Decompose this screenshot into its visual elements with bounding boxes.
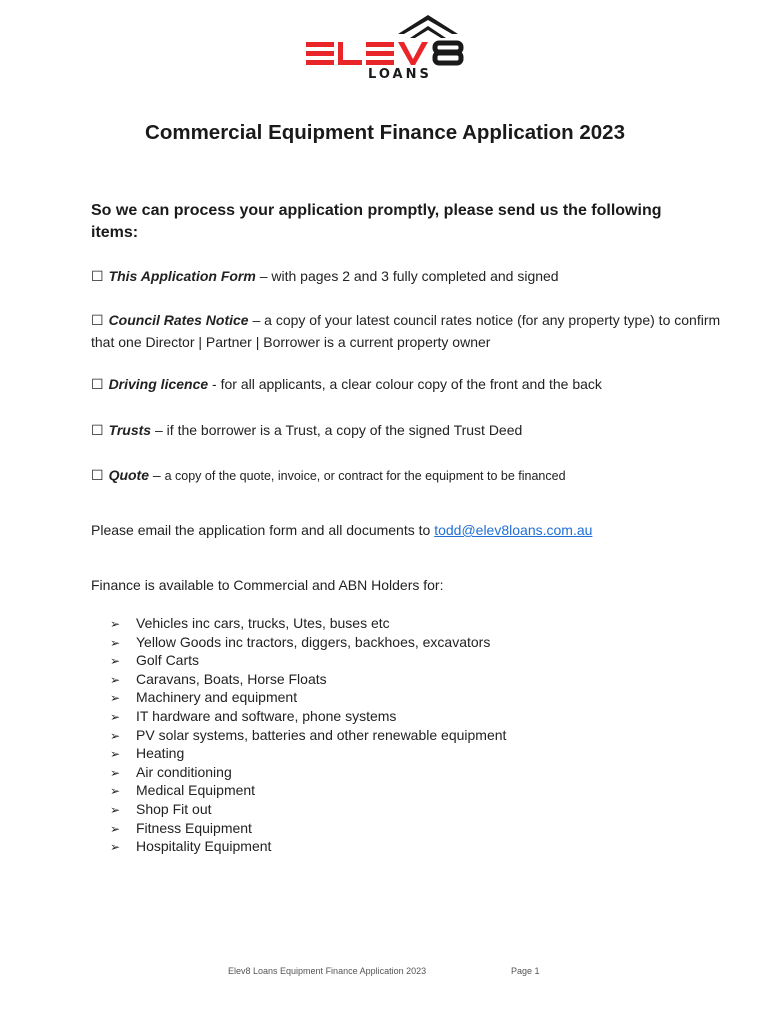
email-instruction (91, 522, 592, 538)
equipment-list (110, 614, 506, 856)
requirement-text: – if the borrower is a Trust, a copy of the signed Trust Deed (151, 422, 523, 438)
list-item (110, 614, 506, 633)
arrow-bullet-icon: ➢ (110, 802, 121, 817)
requirement-term: Council Rates Notice (108, 312, 249, 328)
roof-icon (398, 15, 458, 34)
requirement-item (91, 374, 731, 396)
footer-title: Elev8 Loans Equipment Finance Application 2023 (228, 966, 427, 976)
requirement-item (91, 420, 731, 442)
checkbox-icon: ☐ (91, 377, 104, 393)
requirement-term: Quote (108, 467, 150, 483)
requirement-text: – (149, 467, 165, 483)
arrow-bullet-icon: ➢ (110, 654, 121, 669)
equipment-label: Golf Carts (136, 652, 200, 669)
logo-subtext: LOANS (368, 67, 432, 82)
requirement-item (91, 465, 731, 487)
arrow-bullet-icon: ➢ (110, 672, 121, 687)
checkbox-icon: ☐ (91, 313, 104, 329)
arrow-bullet-icon: ➢ (110, 821, 121, 836)
arrow-bullet-icon: ➢ (110, 765, 121, 780)
equipment-label: Shop Fit out (136, 800, 212, 817)
list-item (110, 744, 506, 763)
requirement-term: This Application Form (108, 268, 256, 284)
email-link[interactable]: todd@elev8loans.com.au (434, 522, 593, 538)
equipment-label: Vehicles inc cars, trucks, Utes, buses etc (136, 615, 390, 631)
requirement-small-text: a copy of the quote, invoice, or contract for the equipment to be financed (164, 469, 566, 483)
arrow-bullet-icon: ➢ (110, 709, 121, 724)
arrow-bullet-icon: ➢ (110, 747, 121, 762)
list-item (110, 726, 506, 745)
equipment-label: Caravans, Boats, Horse Floats (136, 670, 327, 687)
equipment-label: Hospitality Equipment (136, 838, 272, 855)
requirement-text: – a copy of your latest council rates notice (for any property type) to confirm that one Director | Partner | Borrower is a current property owner (91, 312, 721, 350)
list-item (110, 670, 506, 689)
list-item (110, 633, 506, 652)
arrow-bullet-icon: ➢ (110, 840, 121, 855)
equipment-label: Medical Equipment (136, 782, 256, 799)
arrow-bullet-icon: ➢ (110, 728, 121, 743)
intro-text: So we can process your application promptly, please send us the following items: (91, 202, 662, 241)
equipment-label: PV solar systems, batteries and other renewable equipment (136, 726, 507, 743)
list-item (110, 651, 506, 670)
list-item (110, 819, 506, 838)
checkbox-icon: ☐ (91, 423, 104, 439)
list-item (110, 707, 506, 726)
page-title: Commercial Equipment Finance Application 2023 (145, 121, 625, 144)
list-item (110, 837, 506, 856)
checkbox-icon: ☐ (91, 468, 104, 484)
equipment-label: IT hardware and software, phone systems (136, 707, 397, 724)
arrow-bullet-icon: ➢ (110, 691, 121, 706)
footer-page-number: Page 1 (511, 966, 540, 976)
requirement-item (91, 266, 731, 288)
finance-intro: Finance is available to Commercial and ABN Holders for: (91, 577, 444, 593)
requirement-term: Driving licence (108, 376, 209, 392)
email-prefix: Please email the application form and all documents to (91, 522, 435, 538)
list-item (110, 800, 506, 819)
equipment-label: Machinery and equipment (136, 689, 298, 706)
equipment-label: Heating (136, 745, 185, 762)
equipment-label: Air conditioning (136, 763, 232, 780)
requirement-text: – with pages 2 and 3 fully completed and signed (255, 268, 559, 284)
list-item (110, 781, 506, 800)
list-item (110, 688, 506, 707)
checkbox-icon: ☐ (91, 269, 104, 285)
requirement-item (91, 310, 731, 353)
equipment-label: Yellow Goods inc tractors, diggers, backhoes, excavators (136, 633, 491, 650)
elev8-loans-logo (302, 12, 470, 82)
requirement-text: - for all applicants, a clear colour copy of the front and the back (208, 376, 602, 392)
list-item (110, 763, 506, 782)
requirement-term: Trusts (108, 422, 152, 438)
arrow-bullet-icon: ➢ (110, 635, 121, 650)
equipment-label: Fitness Equipment (136, 819, 252, 836)
arrow-bullet-icon: ➢ (110, 617, 121, 631)
arrow-bullet-icon: ➢ (110, 784, 121, 799)
